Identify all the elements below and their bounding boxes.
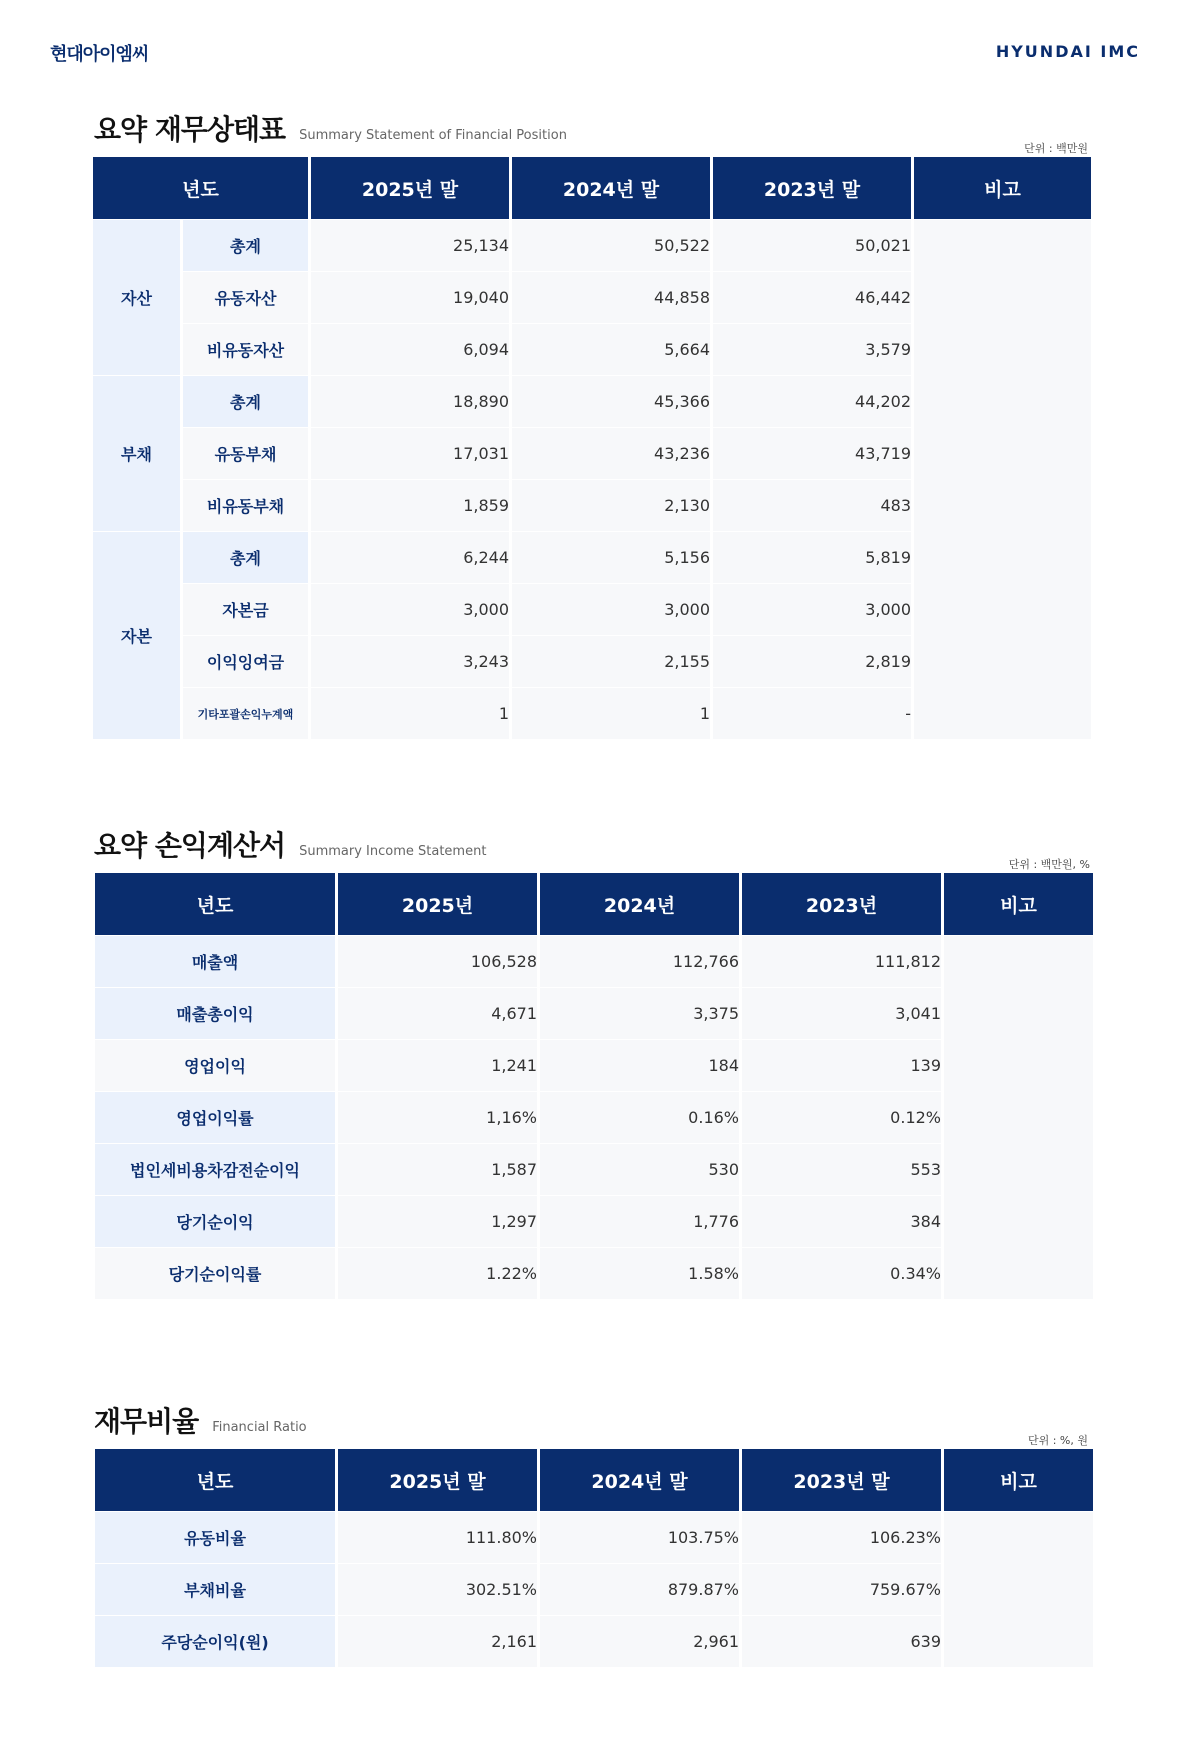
row-label: 이익잉여금 <box>183 636 308 687</box>
row-label: 부채비율 <box>95 1564 335 1615</box>
value-cell: 5,664 <box>512 324 710 375</box>
value-cell: 44,858 <box>512 272 710 323</box>
value-cell: 50,021 <box>713 220 911 271</box>
group-label-equity: 자본 <box>93 532 180 739</box>
value-cell: 43,719 <box>713 428 911 479</box>
financial-ratio-table <box>92 1448 1096 1668</box>
group-label-assets: 자산 <box>93 220 180 375</box>
column-header-2023: 2023년 말 <box>742 1449 941 1511</box>
row-label: 법인세비용차감전순이익 <box>95 1144 335 1195</box>
value-cell: 3,000 <box>311 584 509 635</box>
value-cell: 1.58% <box>540 1248 739 1299</box>
column-header-2025: 2025년 <box>338 873 537 935</box>
value-cell: 3,375 <box>540 988 739 1039</box>
value-cell: 1,16% <box>338 1092 537 1143</box>
column-header-note: 비고 <box>914 157 1091 219</box>
row-label: 주당순이익(원) <box>95 1616 335 1667</box>
value-cell: 6,244 <box>311 532 509 583</box>
table-row <box>93 220 1091 271</box>
value-cell: 530 <box>540 1144 739 1195</box>
column-header-2024: 2024년 말 <box>540 1449 739 1511</box>
value-cell: 18,890 <box>311 376 509 427</box>
value-cell: 1,776 <box>540 1196 739 1247</box>
income-section-title <box>94 824 486 864</box>
balance-section-title <box>94 108 567 148</box>
column-header-note: 비고 <box>944 873 1093 935</box>
value-cell: 46,442 <box>713 272 911 323</box>
value-cell: 25,134 <box>311 220 509 271</box>
column-header-2025: 2025년 말 <box>338 1449 537 1511</box>
value-cell: 1 <box>512 688 710 739</box>
value-cell: 2,161 <box>338 1616 537 1667</box>
value-cell: 3,000 <box>713 584 911 635</box>
row-label: 비유동부채 <box>183 480 308 531</box>
row-label: 기타포괄손익누계액 <box>183 688 308 739</box>
column-header-year: 년도 <box>93 157 308 219</box>
value-cell: 3,243 <box>311 636 509 687</box>
row-label: 당기순이익률 <box>95 1248 335 1299</box>
income-title-kr: 요약 손익계산서 <box>94 829 286 862</box>
value-cell: 3,000 <box>512 584 710 635</box>
value-cell: 2,819 <box>713 636 911 687</box>
value-cell: 106,528 <box>338 936 537 987</box>
value-cell: 879.87% <box>540 1564 739 1615</box>
company-logo-english: HYUNDAI IMC <box>995 42 1140 61</box>
column-header-2023: 2023년 <box>742 873 941 935</box>
company-logo-korean: 현대아이엠씨 <box>50 44 149 65</box>
income-title-en: Summary Income Statement <box>299 844 487 859</box>
value-cell: 1,297 <box>338 1196 537 1247</box>
value-cell: 103.75% <box>540 1512 739 1563</box>
row-label: 비유동자산 <box>183 324 308 375</box>
ratio-header-row <box>95 1449 1093 1511</box>
row-label: 매출총이익 <box>95 988 335 1039</box>
value-cell: 639 <box>742 1616 941 1667</box>
balance-sheet-table <box>90 156 1094 740</box>
balance-title-kr: 요약 재무상태표 <box>94 113 286 146</box>
value-cell: 112,766 <box>540 936 739 987</box>
value-cell: 759.67% <box>742 1564 941 1615</box>
row-label: 총계 <box>183 532 308 583</box>
value-cell: 483 <box>713 480 911 531</box>
group-label-liabilities: 부채 <box>93 376 180 531</box>
row-label: 자본금 <box>183 584 308 635</box>
income-unit-label: 단위 : 백만원, % <box>1008 858 1090 871</box>
value-cell: 1,241 <box>338 1040 537 1091</box>
value-cell: 19,040 <box>311 272 509 323</box>
balance-header-row <box>93 157 1091 219</box>
value-cell: 302.51% <box>338 1564 537 1615</box>
value-cell: 1,587 <box>338 1144 537 1195</box>
table-row <box>95 1512 1093 1563</box>
column-header-note: 비고 <box>944 1449 1093 1511</box>
note-column <box>944 936 1093 1299</box>
value-cell: 2,155 <box>512 636 710 687</box>
column-header-year: 년도 <box>95 873 335 935</box>
ratio-title-kr: 재무비율 <box>94 1405 199 1438</box>
row-label: 매출액 <box>95 936 335 987</box>
value-cell: 50,522 <box>512 220 710 271</box>
value-cell: 3,041 <box>742 988 941 1039</box>
column-header-2025: 2025년 말 <box>311 157 509 219</box>
value-cell: 553 <box>742 1144 941 1195</box>
value-cell: 43,236 <box>512 428 710 479</box>
value-cell: - <box>713 688 911 739</box>
value-cell: 184 <box>540 1040 739 1091</box>
value-cell: 5,819 <box>713 532 911 583</box>
value-cell: 106.23% <box>742 1512 941 1563</box>
row-label: 유동비율 <box>95 1512 335 1563</box>
value-cell: 384 <box>742 1196 941 1247</box>
value-cell: 111.80% <box>338 1512 537 1563</box>
note-column <box>944 1512 1093 1667</box>
column-header-2024: 2024년 <box>540 873 739 935</box>
income-header-row <box>95 873 1093 935</box>
ratio-title-en: Financial Ratio <box>212 1420 307 1435</box>
value-cell: 45,366 <box>512 376 710 427</box>
row-label: 총계 <box>183 220 308 271</box>
income-statement-table <box>92 872 1096 1300</box>
balance-unit-label: 단위 : 백만원 <box>1024 142 1088 155</box>
value-cell: 5,156 <box>512 532 710 583</box>
value-cell: 1 <box>311 688 509 739</box>
value-cell: 2,130 <box>512 480 710 531</box>
row-label: 총계 <box>183 376 308 427</box>
value-cell: 139 <box>742 1040 941 1091</box>
row-label: 영업이익 <box>95 1040 335 1091</box>
value-cell: 111,812 <box>742 936 941 987</box>
table-row <box>95 936 1093 987</box>
row-label: 유동부채 <box>183 428 308 479</box>
value-cell: 2,961 <box>540 1616 739 1667</box>
column-header-2024: 2024년 말 <box>512 157 710 219</box>
ratio-unit-label: 단위 : %, 원 <box>1027 1434 1088 1447</box>
column-header-year: 년도 <box>95 1449 335 1511</box>
value-cell: 1,859 <box>311 480 509 531</box>
value-cell: 0.34% <box>742 1248 941 1299</box>
value-cell: 3,579 <box>713 324 911 375</box>
row-label: 영업이익률 <box>95 1092 335 1143</box>
value-cell: 0.12% <box>742 1092 941 1143</box>
ratio-section-title <box>94 1400 307 1440</box>
row-label: 당기순이익 <box>95 1196 335 1247</box>
value-cell: 0.16% <box>540 1092 739 1143</box>
balance-title-en: Summary Statement of Financial Position <box>299 128 567 143</box>
row-label: 유동자산 <box>183 272 308 323</box>
value-cell: 4,671 <box>338 988 537 1039</box>
value-cell: 6,094 <box>311 324 509 375</box>
column-header-2023: 2023년 말 <box>713 157 911 219</box>
value-cell: 17,031 <box>311 428 509 479</box>
value-cell: 1.22% <box>338 1248 537 1299</box>
note-column <box>914 220 1091 739</box>
value-cell: 44,202 <box>713 376 911 427</box>
